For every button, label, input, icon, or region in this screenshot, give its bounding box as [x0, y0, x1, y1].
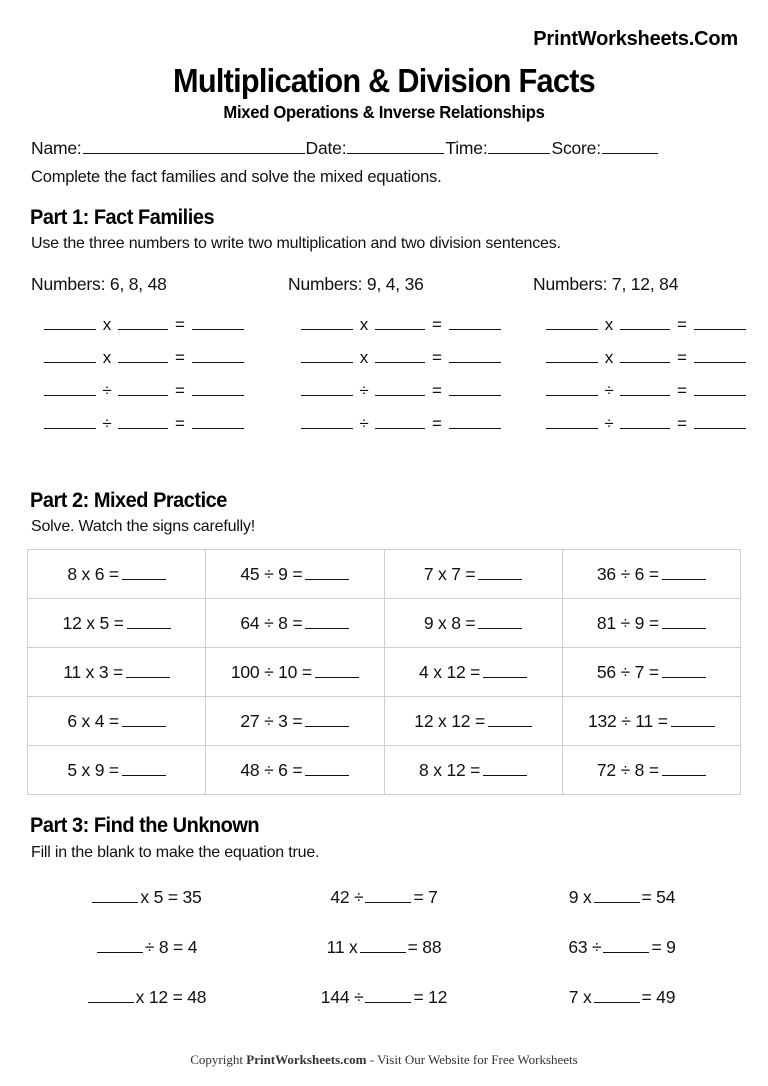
answer-blank[interactable] [305, 710, 349, 727]
equation-blank[interactable] [301, 412, 353, 429]
equals-symbol: = [432, 381, 442, 400]
equation-blank[interactable] [620, 313, 670, 330]
unknown-row [27, 936, 741, 980]
problem-prefix: 7 x [568, 986, 592, 1007]
practice-cell[interactable] [384, 550, 562, 599]
unknown-blank[interactable] [92, 886, 138, 903]
table-row [28, 697, 741, 746]
equals-symbol: = [175, 315, 185, 334]
practice-cell[interactable] [206, 550, 384, 599]
problem-text: 56 ÷ 7 = [596, 661, 659, 682]
answer-blank[interactable] [126, 661, 170, 678]
problem-suffix: = 7 [413, 886, 438, 907]
equation-blank[interactable] [694, 313, 746, 330]
equals-symbol: = [432, 348, 442, 367]
time-label: Time: [445, 137, 488, 158]
practice-cell[interactable] [206, 648, 384, 697]
page-subtitle: Mixed Operations & Inverse Relationships [223, 102, 545, 122]
equation-blank[interactable] [620, 412, 670, 429]
equation-blank[interactable] [546, 346, 598, 363]
problem-text: 5 x 9 = [67, 759, 119, 780]
practice-cell[interactable] [28, 648, 206, 697]
problem-prefix: 144 ÷ [320, 986, 364, 1007]
unknown-problem[interactable] [27, 986, 265, 1008]
problem-text: 100 ÷ 10 = [230, 661, 312, 682]
practice-cell[interactable] [28, 599, 206, 648]
answer-blank[interactable] [315, 661, 359, 678]
problem-prefix: 42 ÷ [330, 886, 364, 907]
date-blank[interactable] [347, 136, 444, 154]
answer-blank[interactable] [127, 612, 171, 629]
part3-heading: Part 3: Find the Unknown [30, 814, 260, 837]
fact-family-equation[interactable] [288, 407, 528, 440]
unknown-problem[interactable] [503, 886, 741, 908]
practice-cell[interactable] [562, 746, 740, 795]
operator-symbol: ÷ [604, 381, 614, 400]
part2-subheading: Solve. Watch the signs carefully! [31, 518, 256, 535]
practice-cell[interactable] [384, 697, 562, 746]
answer-blank[interactable] [662, 661, 706, 678]
equals-symbol: = [432, 315, 442, 334]
part3-subheading: Fill in the blank to make the equation true. [31, 844, 320, 861]
fact-family-numbers-label: Numbers: 7, 12, 84 [533, 274, 679, 294]
problem-text: 6 x 4 = [67, 710, 119, 731]
practice-cell[interactable] [562, 599, 740, 648]
equals-symbol: = [175, 381, 185, 400]
equals-symbol: = [175, 414, 185, 433]
unknown-problem[interactable] [27, 886, 265, 908]
problem-suffix: = 12 [413, 986, 448, 1007]
unknown-blank[interactable] [97, 936, 143, 953]
footer-tagline: - Visit Our Website for Free Worksheets [366, 1052, 578, 1067]
equation-blank[interactable] [44, 313, 96, 330]
equation-blank[interactable] [301, 313, 353, 330]
fact-family-group-2 [288, 274, 528, 440]
unknown-problem[interactable] [27, 936, 265, 958]
fact-family-equation[interactable] [288, 374, 528, 407]
equation-blank[interactable] [192, 346, 244, 363]
equation-blank[interactable] [449, 379, 501, 396]
operator-symbol: ÷ [604, 414, 614, 433]
answer-blank[interactable] [662, 563, 706, 580]
equation-blank[interactable] [449, 412, 501, 429]
part1-subheading: Use the three numbers to write two multiplication and two division sentences. [31, 235, 561, 252]
equation-blank[interactable] [546, 379, 598, 396]
problem-text: 8 x 6 = [67, 563, 119, 584]
problem-text: 48 ÷ 6 = [240, 759, 303, 780]
fact-family-equation[interactable] [31, 374, 271, 407]
fact-family-numbers-label: Numbers: 6, 8, 48 [31, 274, 167, 294]
unknown-problem[interactable] [265, 936, 503, 958]
equation-blank[interactable] [694, 379, 746, 396]
equation-blank[interactable] [118, 346, 168, 363]
equation-blank[interactable] [375, 412, 425, 429]
equation-blank[interactable] [694, 412, 746, 429]
practice-cell[interactable] [206, 697, 384, 746]
practice-cell[interactable] [206, 746, 384, 795]
name-label: Name: [31, 137, 82, 158]
unknown-blank[interactable] [360, 936, 406, 953]
problem-text: 12 x 5 = [62, 612, 124, 633]
equation-blank[interactable] [118, 313, 168, 330]
unknown-row [27, 986, 741, 1030]
unknown-blank[interactable] [365, 886, 411, 903]
practice-cell[interactable] [28, 746, 206, 795]
problem-text: 64 ÷ 8 = [240, 612, 303, 633]
table-row [28, 550, 741, 599]
page-title: Multiplication & Division Facts [173, 62, 595, 99]
problem-text: 81 ÷ 9 = [596, 612, 659, 633]
problem-suffix: = 54 [641, 886, 676, 907]
answer-blank[interactable] [488, 710, 532, 727]
practice-cell[interactable] [384, 746, 562, 795]
equation-blank[interactable] [546, 412, 598, 429]
date-label: Date: [305, 137, 347, 158]
equation-blank[interactable] [192, 412, 244, 429]
problem-text: 72 ÷ 8 = [596, 759, 659, 780]
answer-blank[interactable] [305, 759, 349, 776]
operator-symbol: x [604, 348, 614, 367]
equation-blank[interactable] [449, 346, 501, 363]
problem-prefix: 63 ÷ [568, 936, 602, 957]
unknown-problem[interactable] [503, 986, 741, 1008]
equals-symbol: = [432, 414, 442, 433]
operator-symbol: ÷ [102, 381, 112, 400]
equation-blank[interactable] [449, 313, 501, 330]
equals-symbol: = [677, 414, 687, 433]
site-brand: PrintWorksheets.Com [533, 28, 738, 50]
fact-family-equation[interactable] [533, 341, 768, 374]
fact-family-equation[interactable] [31, 407, 271, 440]
fact-family-group-3 [533, 274, 768, 440]
footer-copyright-prefix: Copyright [190, 1052, 247, 1067]
problem-suffix: = 9 [651, 936, 676, 957]
score-label: Score: [551, 137, 601, 158]
fact-family-numbers-label: Numbers: 9, 4, 36 [288, 274, 424, 294]
equals-symbol: = [175, 348, 185, 367]
worksheet-instruction: Complete the fact families and solve the mixed equations. [31, 168, 442, 186]
unknown-problem[interactable] [265, 886, 503, 908]
practice-cell[interactable] [562, 648, 740, 697]
problem-suffix: x 5 = 35 [140, 886, 202, 907]
equation-blank[interactable] [301, 379, 353, 396]
table-row [28, 599, 741, 648]
fact-family-group-1 [31, 274, 271, 440]
answer-blank[interactable] [662, 759, 706, 776]
unknown-row [27, 886, 741, 930]
equation-blank[interactable] [301, 346, 353, 363]
fact-family-equation[interactable] [533, 374, 768, 407]
practice-cell[interactable] [562, 550, 740, 599]
operator-symbol: x [359, 348, 369, 367]
fact-family-equation[interactable] [533, 407, 768, 440]
equation-blank[interactable] [44, 412, 96, 429]
practice-cell[interactable] [28, 550, 206, 599]
fact-family-equation[interactable] [288, 341, 528, 374]
practice-cell[interactable] [206, 599, 384, 648]
equation-blank[interactable] [44, 346, 96, 363]
equation-blank[interactable] [44, 379, 96, 396]
problem-text: 9 x 8 = [423, 612, 476, 633]
problem-suffix: ÷ 8 = 4 [144, 936, 198, 957]
problem-text: 7 x 7 = [423, 563, 476, 584]
footer-site-name: PrintWorksheets.com [246, 1052, 367, 1067]
answer-blank[interactable] [305, 563, 349, 580]
problem-suffix: x 12 = 48 [135, 986, 207, 1007]
answer-blank[interactable] [478, 563, 522, 580]
mixed-practice-table [27, 549, 741, 795]
unknown-blank[interactable] [594, 886, 640, 903]
unknown-blank[interactable] [594, 986, 640, 1003]
operator-symbol: ÷ [359, 381, 369, 400]
unknown-blank[interactable] [603, 936, 649, 953]
practice-cell[interactable] [384, 599, 562, 648]
equation-blank[interactable] [192, 313, 244, 330]
unknown-problem[interactable] [503, 936, 741, 958]
unknown-blank[interactable] [365, 986, 411, 1003]
problem-text: 11 x 3 = [63, 661, 124, 682]
equation-blank[interactable] [620, 346, 670, 363]
equation-blank[interactable] [118, 379, 168, 396]
answer-blank[interactable] [478, 612, 522, 629]
equation-blank[interactable] [620, 379, 670, 396]
problem-text: 36 ÷ 6 = [596, 563, 659, 584]
problem-text: 45 ÷ 9 = [240, 563, 303, 584]
answer-blank[interactable] [305, 612, 349, 629]
answer-blank[interactable] [662, 612, 706, 629]
equation-blank[interactable] [375, 346, 425, 363]
equals-symbol: = [677, 315, 687, 334]
problem-prefix: 11 x [326, 936, 358, 957]
problem-prefix: 9 x [568, 886, 592, 907]
problem-text: 132 ÷ 11 = [587, 710, 668, 731]
answer-blank[interactable] [122, 563, 166, 580]
operator-symbol: x [604, 315, 614, 334]
problem-suffix: = 49 [641, 986, 676, 1007]
answer-blank[interactable] [483, 759, 527, 776]
equation-blank[interactable] [118, 412, 168, 429]
practice-cell[interactable] [384, 648, 562, 697]
unknown-problem[interactable] [265, 986, 503, 1008]
equation-blank[interactable] [375, 379, 425, 396]
equation-blank[interactable] [694, 346, 746, 363]
score-blank[interactable] [602, 136, 658, 154]
fact-family-equation[interactable] [533, 308, 768, 341]
answer-blank[interactable] [483, 661, 527, 678]
operator-symbol: x [102, 348, 112, 367]
problem-text: 27 ÷ 3 = [240, 710, 303, 731]
name-blank[interactable] [83, 136, 305, 154]
fact-family-equation[interactable] [31, 341, 271, 374]
equals-symbol: = [677, 381, 687, 400]
part1-heading: Part 1: Fact Families [30, 206, 215, 229]
equation-blank[interactable] [546, 313, 598, 330]
practice-cell[interactable] [562, 697, 740, 746]
equation-blank[interactable] [375, 313, 425, 330]
problem-text: 8 x 12 = [419, 759, 481, 780]
fact-family-equation[interactable] [288, 308, 528, 341]
table-row [28, 746, 741, 795]
practice-cell[interactable] [28, 697, 206, 746]
table-row [28, 648, 741, 697]
equation-blank[interactable] [192, 379, 244, 396]
footer-copyright [0, 1052, 768, 1068]
operator-symbol: ÷ [102, 414, 112, 433]
problem-text: 4 x 12 = [419, 661, 481, 682]
student-info-row [31, 136, 737, 159]
operator-symbol: x [102, 315, 112, 334]
part2-heading: Part 2: Mixed Practice [30, 489, 227, 512]
time-blank[interactable] [488, 136, 550, 154]
equals-symbol: = [677, 348, 687, 367]
operator-symbol: x [359, 315, 369, 334]
unknown-blank[interactable] [88, 986, 134, 1003]
fact-family-equation[interactable] [31, 308, 271, 341]
answer-blank[interactable] [122, 759, 166, 776]
answer-blank[interactable] [671, 710, 715, 727]
operator-symbol: ÷ [359, 414, 369, 433]
answer-blank[interactable] [122, 710, 166, 727]
problem-suffix: = 88 [407, 936, 442, 957]
problem-text: 12 x 12 = [414, 710, 485, 731]
